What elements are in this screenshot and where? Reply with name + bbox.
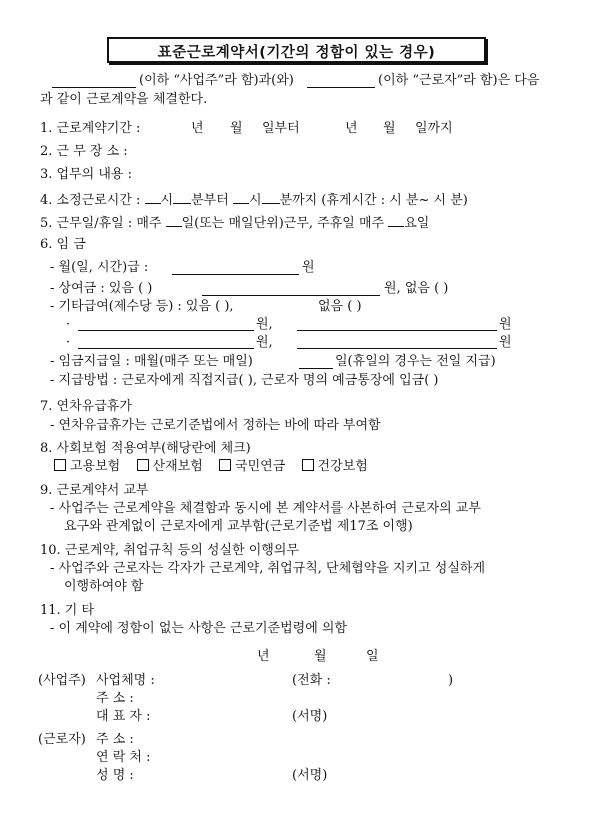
item7-label: 7. 연차유급휴가	[40, 399, 132, 414]
other-pay-blank-4[interactable]	[297, 348, 497, 349]
bonus-blank[interactable]	[202, 295, 380, 296]
item8-label: 8. 사회보험 적용여부(해당란에 체크)	[40, 441, 251, 456]
item6-label: 6. 임 금	[40, 237, 86, 252]
item10-text2: 이행하여야 함	[64, 579, 144, 594]
insurance-pension[interactable]: 국민연금	[219, 459, 285, 474]
item9-label: 9. 근로계약서 교부	[40, 483, 149, 498]
intro-line1-a: (이하 “사업주”라 함)과(와)	[139, 73, 294, 88]
wage-unit: 원	[302, 260, 315, 275]
item1-label: 1. 근로계약기간 :	[40, 121, 141, 136]
item5-label: 5. 근무일/휴일 : 매주 일(또는 매일단위)근무, 주휴일 매주 요일	[40, 216, 430, 231]
checkbox[interactable]	[137, 459, 149, 471]
item1-day1: 일부터	[262, 121, 300, 136]
date-year: 년	[257, 649, 270, 664]
item3-label: 3. 업무의 내용 :	[40, 167, 132, 182]
item9-text2: 요구와 관계없이 근로자에게 교부함(근로기준법 제17조 이행)	[64, 519, 413, 534]
insurance-industrial[interactable]: 산재보험	[137, 459, 203, 474]
item1-day2: 일까지	[415, 121, 453, 136]
end-hour-blank[interactable]	[233, 191, 249, 204]
payday-note: 일(휴일의 경우는 전일 지급)	[335, 354, 496, 369]
employee-name-label: 성 명 :	[96, 768, 134, 783]
item1-year2: 년	[345, 121, 358, 136]
employer-phone-close: )	[448, 673, 454, 688]
start-minute-blank[interactable]	[173, 191, 191, 204]
employee-sign: (서명)	[292, 768, 328, 783]
start-hour-blank[interactable]	[145, 191, 161, 204]
insurance-health[interactable]: 건강보험	[302, 459, 368, 474]
employer-sign: (서명)	[292, 709, 328, 724]
employer-role: (사업주)	[38, 673, 86, 688]
item7-text: - 연차유급휴가는 근로기준법에서 정하는 바에 따라 부여함	[50, 418, 381, 433]
item10-text1: - 사업주와 근로자는 각자가 근로계약, 취업규칙, 단체협약을 지키고 성실하게	[50, 561, 486, 576]
item1-month2: 월	[383, 121, 396, 136]
employee-contact-label: 연 락 처 :	[96, 750, 151, 765]
won-2: 원	[499, 317, 512, 332]
date-month: 월	[314, 649, 327, 664]
date-day: 일	[366, 649, 379, 664]
payday-blank[interactable]	[299, 368, 333, 369]
other-pay-blank-3[interactable]	[78, 348, 254, 349]
payment-method: - 지급방법 : 근로자에게 직접지급( ), 근로자 명의 예금통장에 입금( )	[50, 373, 439, 388]
won-1: 원,	[256, 317, 273, 332]
item11-label: 11. 기 타	[40, 603, 95, 618]
bonus-none: 원, 없음 ( )	[384, 281, 449, 296]
item11-text: - 이 계약에 정함이 없는 사항은 근로기준법령에 의함	[50, 621, 348, 636]
employee-role: (근로자)	[38, 732, 86, 747]
insurance-employment[interactable]: 고용보험	[54, 459, 120, 474]
payday-label: - 임금지급일 : 매월(매주 또는 매일)	[50, 354, 253, 369]
item1-month1: 월	[230, 121, 243, 136]
checkbox[interactable]	[54, 459, 66, 471]
won-4: 원	[499, 335, 512, 350]
intro-line1-b: (이하 “근로자”라 함)은 다음	[378, 73, 540, 88]
bonus-label: - 상여금 : 있음 ( )	[50, 281, 153, 296]
employer-phone-label: (전화 :	[292, 673, 331, 688]
intro-line2: 과 같이 근로계약을 체결한다.	[40, 92, 208, 107]
other-pay-none: 없음 ( )	[318, 299, 362, 314]
document-title: 표준근로계약서(기간의 정함이 있는 경우)	[157, 45, 436, 61]
employer-name-blank[interactable]	[52, 87, 136, 88]
employer-company-label: 사업체명 :	[96, 673, 155, 688]
bullet-dot-2: ·	[66, 335, 71, 350]
item1-year1: 년	[191, 121, 204, 136]
weekly-holiday-blank[interactable]	[388, 214, 404, 227]
other-pay-blank-1[interactable]	[78, 330, 254, 331]
insurance-options	[54, 459, 368, 475]
wage-label: - 월(일, 시간)급 :	[50, 260, 149, 275]
other-pay-label: - 기타급여(제수당 등) : 있음 ( ),	[50, 299, 234, 314]
end-minute-blank[interactable]	[262, 191, 280, 204]
item9-text1: - 사업주는 근로계약을 체결함과 동시에 본 계약서를 사본하여 근로자의 교부	[50, 501, 481, 516]
checkbox[interactable]	[219, 459, 231, 471]
employee-address-label: 주 소 :	[96, 732, 134, 747]
item2-label: 2. 근 무 장 소 :	[40, 144, 128, 159]
checkbox[interactable]	[302, 459, 314, 471]
other-pay-blank-2[interactable]	[297, 330, 497, 331]
item4-label: 4. 소정근로시간 : 시 분부터 시 분까지 (휴게시간 : 시 분~ 시 분)	[40, 193, 468, 208]
won-3: 원,	[256, 335, 273, 350]
workdays-blank[interactable]	[166, 214, 182, 227]
bullet-dot-1: ·	[66, 317, 71, 332]
title-box	[107, 37, 486, 63]
item10-label: 10. 근로계약, 취업규칙 등의 성실한 이행의무	[40, 543, 299, 558]
employer-rep-label: 대 표 자 :	[96, 709, 151, 724]
wage-blank[interactable]	[172, 274, 299, 275]
employer-address-label: 주 소 :	[96, 691, 134, 706]
employee-name-blank[interactable]	[307, 87, 375, 88]
